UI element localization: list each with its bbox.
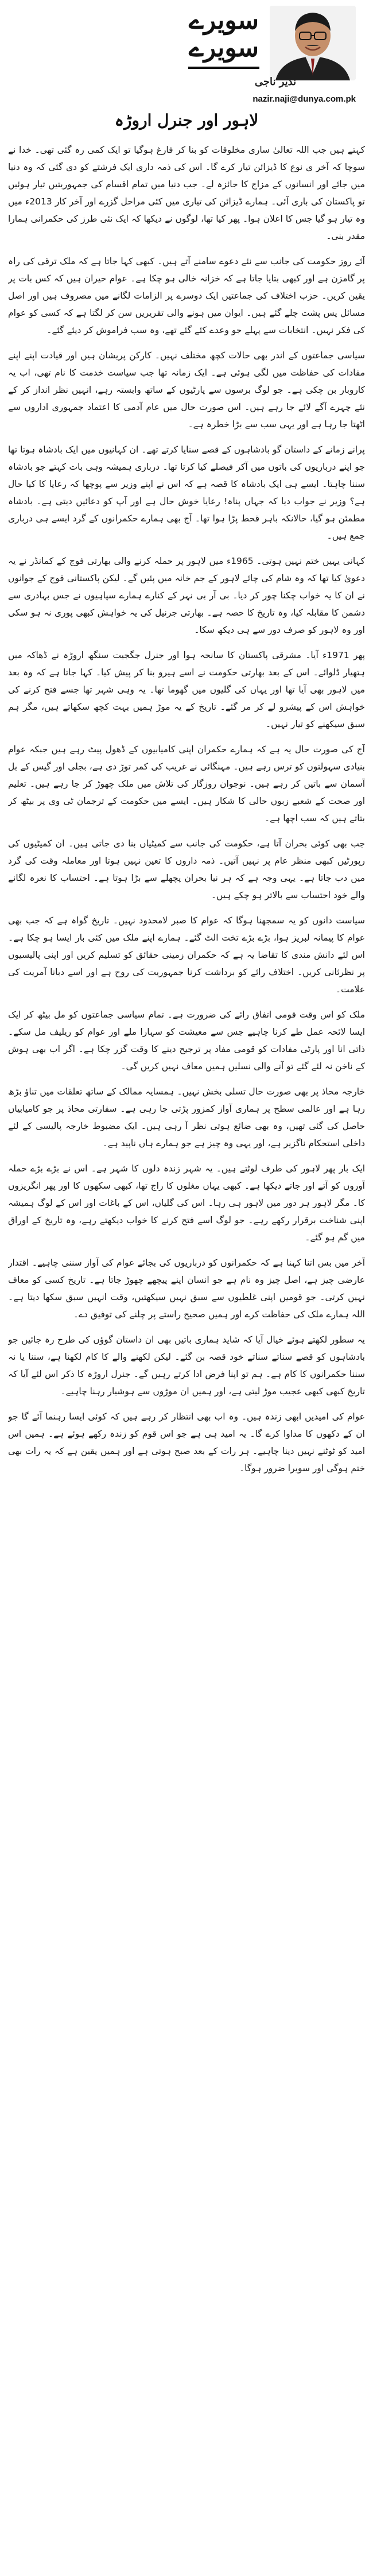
article-paragraph: آئے روز حکومت کی جانب سے نئے دعوے سامنے آتے ہیں۔ کبھی کہا جاتا ہے کہ ملک ترقی کی راہ پر گامزن ہے اور کبھی بتایا جاتا ہے کہ خزانہ خالی ہو چکا ہے۔ عوام حیران ہیں کہ کس بات پر یقین کریں۔ حزب اختلاف کی جماعتیں ایک دوسرے پر الزامات لگانے میں مصروف ہیں اور اصل مسائل پس پشت چلے گئے ہیں۔ ایوان میں ہونے والی تقریریں سن کر لگتا ہے کہ کسی کو عوام کی فکر نہیں۔ انتخابات سے پہلے جو وعدے کئے گئے تھے، وہ سب فراموش کر دیئے گئے۔: [8, 256, 365, 335]
column-header: [0, 0, 373, 103]
masthead-underline: [188, 67, 259, 69]
article-paragraph: یہ سطور لکھتے ہوئے خیال آیا کہ شاید ہماری باتیں بھی ان داستان گوؤں کی طرح رہ جائیں جو بادشاہوں کو قصے سناتے سناتے خود قصہ بن گئے۔ لیکن لکھنے والے کا کام لکھنا ہے، سننا یا نہ سننا حکمرانوں کا کام ہے۔ ہم تو اپنا فرض ادا کرتے رہیں گے۔ جنرل اروڑہ کا ذکر اس لئے آیا کہ تاریخ کبھی کبھی عجیب موڑ لیتی ہے، اور ہمیں ان موڑوں سے ہوشیار رہنا چاہیے۔: [8, 1335, 365, 1397]
article-paragraph: کہتے ہیں جب اللہ تعالیٰ ساری مخلوقات کو بنا کر فارغ ہوگیا تو ایک کمی رہ گئی تھی۔ خدا نے سوچا کہ آخر ی نوع کا ڈیزائن تیار کرے گا۔ اس کی ذمہ داری ایک فرشتے کو دی گئی کہ وہ دنیا میں جائے اور انسانوں کے مزاج کا جائزہ لے۔ جب دنیا میں تمام اقسام کی جمہوریتیں تیار ہوئیں تو پاکستان کی باری آئی۔ ہمارے ڈیزائن کی تیاری میں کئی مراحل گزرے اور آخر کار 2013ء میں وہ تیار ہو گیا جس کا اعلان ہوا۔ پھر کیا تھا، لوگوں نے دیکھا کہ ایک نئی طرز کی حکمرانی ہمارا مقدر بنی۔: [8, 145, 365, 241]
article-paragraph: کہانی یہیں ختم نہیں ہوتی۔ 1965ء میں لاہور پر حملہ کرنے والی بھارتی فوج کے کمانڈر نے یہ دعویٰ کیا تھا کہ وہ شام کی چائے لاہور کے جم خانہ میں پئیں گے۔ لیکن پاکستانی فوج کے جوانوں نے ان کا یہ خواب چکنا چور کر دیا۔ بی آر بی نہر کے کنارے ہمارے سپاہیوں نے جس بہادری سے دشمن کا مقابلہ کیا، وہ تاریخ کا حصہ ہے۔ بھارتی جرنیل کی یہ خواہش کبھی پوری نہ ہو سکی اور وہ لاہور کو صرف دور سے ہی دیکھ سکا۔: [8, 556, 365, 635]
article-paragraph: سیاسی جماعتوں کے اندر بھی حالات کچھ مختلف نہیں۔ کارکن پریشان ہیں اور قیادت اپنے اپنے مفادات کی حفاظت میں لگی ہوئی ہے۔ ایک زمانہ تھا جب سیاست خدمت کا نام تھی، اب یہ کاروبار بن چکی ہے۔ جو لوگ برسوں سے پارٹیوں کے ساتھ وابستہ رہے، انہیں نظر انداز کر کے نئے چہرے آگے لائے جا رہے ہیں۔ اس صورت حال میں عام آدمی کا اعتماد جمہوری اداروں سے اٹھتا جا رہا ہے اور یہی سب سے بڑا خطرہ ہے۔: [8, 350, 365, 430]
column-masthead: [172, 7, 275, 70]
author-photo: [270, 6, 356, 80]
author-photo-graphic: [270, 6, 356, 80]
article-headline: لاہور اور جنرل اروڑہ: [114, 111, 259, 130]
article-paragraph: آج کی صورت حال یہ ہے کہ ہمارے حکمران اپنی کامیابیوں کے ڈھول پیٹ رہے ہیں جبکہ عوام بنیادی سہولتوں کو ترس رہے ہیں۔ مہنگائی نے غریب کی کمر توڑ دی ہے، بجلی اور گیس کے بل آسمان سے باتیں کر رہے ہیں۔ نوجوان روزگار کی تلاش میں ملک چھوڑ کر جا رہے ہیں۔ تعلیم اور صحت کے شعبے زبوں حالی کا شکار ہیں۔ ایسے میں حکومت کے ترجمان ٹی وی پر بیٹھ کر بتاتے ہیں کہ سب اچھا ہے۔: [8, 744, 365, 823]
article-paragraph: خارجہ محاذ پر بھی صورت حال تسلی بخش نہیں۔ ہمسایہ ممالک کے ساتھ تعلقات میں تناؤ بڑھ رہا ہے اور عالمی سطح پر ہماری آواز کمزور پڑتی جا رہی ہے۔ سفارتی محاذ پر جو کامیابیاں حاصل کی گئی تھیں، وہ بھی ضائع ہوتی نظر آ رہی ہیں۔ ایک مضبوط خارجہ پالیسی کے لئے داخلی استحکام ناگزیر ہے، اور یہی وہ چیز ہے جو ہمارے ہاں ناپید ہے۔: [8, 1086, 365, 1148]
author-name: نذیر ناجی: [254, 76, 297, 88]
article-paragraph: ملک کو اس وقت قومی اتفاق رائے کی ضرورت ہے۔ تمام سیاسی جماعتوں کو مل بیٹھ کر ایک ایسا لائحہ عمل طے کرنا چاہیے جس سے معیشت کو سہارا ملے اور عوام کو ریلیف مل سکے۔ ذاتی انا اور پارٹی مفادات کو قومی مفاد پر ترجیح دینے کا وقت گزر چکا ہے۔ اگر اب بھی ہوش کے ناخن نہ لئے گئے تو آنے والی نسلیں ہمیں معاف نہیں کریں گی۔: [8, 1009, 365, 1072]
article-paragraph: آخر میں بس اتنا کہنا ہے کہ حکمرانوں کو درباریوں کی بجائے عوام کی آواز سننی چاہیے۔ اقتدار عارضی چیز ہے، اصل چیز وہ نام ہے جو انسان اپنے پیچھے چھوڑ جاتا ہے۔ تاریخ کسی کو معاف نہیں کرتی۔ جو قومیں اپنی غلطیوں سے سبق نہیں سیکھتیں، وقت انہیں سبق سکھا دیتا ہے۔ اللہ ہمارے ملک کی حفاظت کرے اور ہمیں صحیح راستے پر چلنے کی توفیق دے۔: [8, 1258, 365, 1320]
article-paragraph: عوام کی امیدیں ابھی زندہ ہیں۔ وہ اب بھی انتظار کر رہے ہیں کہ کوئی ایسا رہنما آئے گا جو ان کے دکھوں کا مداوا کرے گا۔ یہ امید ہی ہے جو اس قوم کو زندہ رکھے ہوئے ہے۔ ہمیں اس امید کو ٹوٹنے نہیں دینا چاہیے۔ ہر رات کے بعد صبح ہوتی ہے اور ہمیں یقین ہے کہ یہ رات بھی ختم ہوگی اور سویرا ضرور ہوگا۔: [8, 1411, 365, 1473]
article-paragraph: پھر 1971ء آیا۔ مشرقی پاکستان کا سانحہ ہوا اور جنرل جگجیت سنگھ اروڑہ نے ڈھاکہ میں ہتھیار ڈلوائے۔ اس کے بعد بھارتی حکومت نے اسے ہیرو بنا کر پیش کیا۔ کہا جاتا ہے کہ وہ بعد میں لاہور بھی آیا تھا اور یہاں کی گلیوں میں گھوما تھا۔ یہ وہی شہر تھا جسے فتح کرنے کی خواہش اس کے پیشرو لے کر مر گئے۔ تاریخ کے یہ موڑ ہمیں بہت کچھ سکھاتے ہیں، مگر ہم سبق سیکھنے کو تیار نہیں۔: [8, 650, 365, 729]
article-paragraph: ایک بار پھر لاہور کی طرف لوٹتے ہیں۔ یہ شہر زندہ دلوں کا شہر ہے۔ اس نے بڑے بڑے حملہ آوروں کو آتے اور جاتے دیکھا ہے۔ کبھی یہاں مغلوں کا راج تھا، کبھی سکھوں کا اور پھر انگریزوں کا۔ مگر لاہور ہر دور میں لاہور ہی رہا۔ اس کی گلیاں، اس کے باغات اور اس کے لوگ ہمیشہ اپنی شناخت برقرار رکھے رہے۔ جو لوگ اسے فتح کرنے کا خواب دیکھتے رہے، وہ تاریخ کے اوراق میں گم ہو گئے۔: [8, 1163, 365, 1243]
article-paragraph: پرانے زمانے کے داستان گو بادشاہوں کے قصے سنایا کرتے تھے۔ ان کہانیوں میں ایک بادشاہ ہوتا تھا جو اپنے درباریوں کی باتوں میں آکر فیصلے کیا کرتا تھا۔ درباری ہمیشہ وہی بات کہتے جو بادشاہ سننا چاہتا۔ ایسے ہی ایک بادشاہ کا قصہ ہے کہ اس نے اپنے وزیر سے پوچھا کہ رعایا کا کیا حال ہے؟ وزیر نے جواب دیا کہ جہاں پناہ! رعایا خوش حال ہے اور آپ کو دعائیں دیتی ہے۔ بادشاہ مطمئن ہو گیا، حالانکہ باہر قحط پڑا ہوا تھا۔ آج بھی ہمارے حکمرانوں کے گرد ایسے ہی درباری جمع ہیں۔: [8, 444, 365, 541]
article-paragraph: جب بھی کوئی بحران آتا ہے، حکومت کی جانب سے کمیٹیاں بنا دی جاتی ہیں۔ ان کمیٹیوں کی رپورٹیں کبھی منظر عام پر نہیں آتیں۔ ذمہ داروں کا تعین نہیں ہوتا اور معاملہ وقت کی گرد میں دب جاتا ہے۔ یہی وجہ ہے کہ ہر نیا بحران پچھلے سے بڑا ہوتا ہے۔ احتساب کا نعرہ لگانے والے خود احتساب سے بالاتر ہو چکے ہیں۔: [8, 838, 365, 900]
author-email[interactable]: nazir.naji@dunya.com.pk: [252, 94, 356, 104]
article-body: [8, 141, 365, 2569]
column-title: سویرے سویرے: [189, 6, 259, 63]
article-paragraph: سیاست دانوں کو یہ سمجھنا ہوگا کہ عوام کا صبر لامحدود نہیں۔ تاریخ گواہ ہے کہ جب بھی عوام کا پیمانہ لبریز ہوا، بڑے بڑے تخت الٹ گئے۔ ہمارے اپنے ملک میں کئی بار ایسا ہو چکا ہے۔ اس لئے دانش مندی کا تقاضا یہ ہے کہ حکمران زمینی حقائق کو تسلیم کریں اور اپنی پالیسیوں پر نظرثانی کریں۔ اختلاف رائے کو برداشت کرنا جمہوریت کی روح ہے اور اسے دبانا آمریت کی علامت۔: [8, 915, 365, 995]
